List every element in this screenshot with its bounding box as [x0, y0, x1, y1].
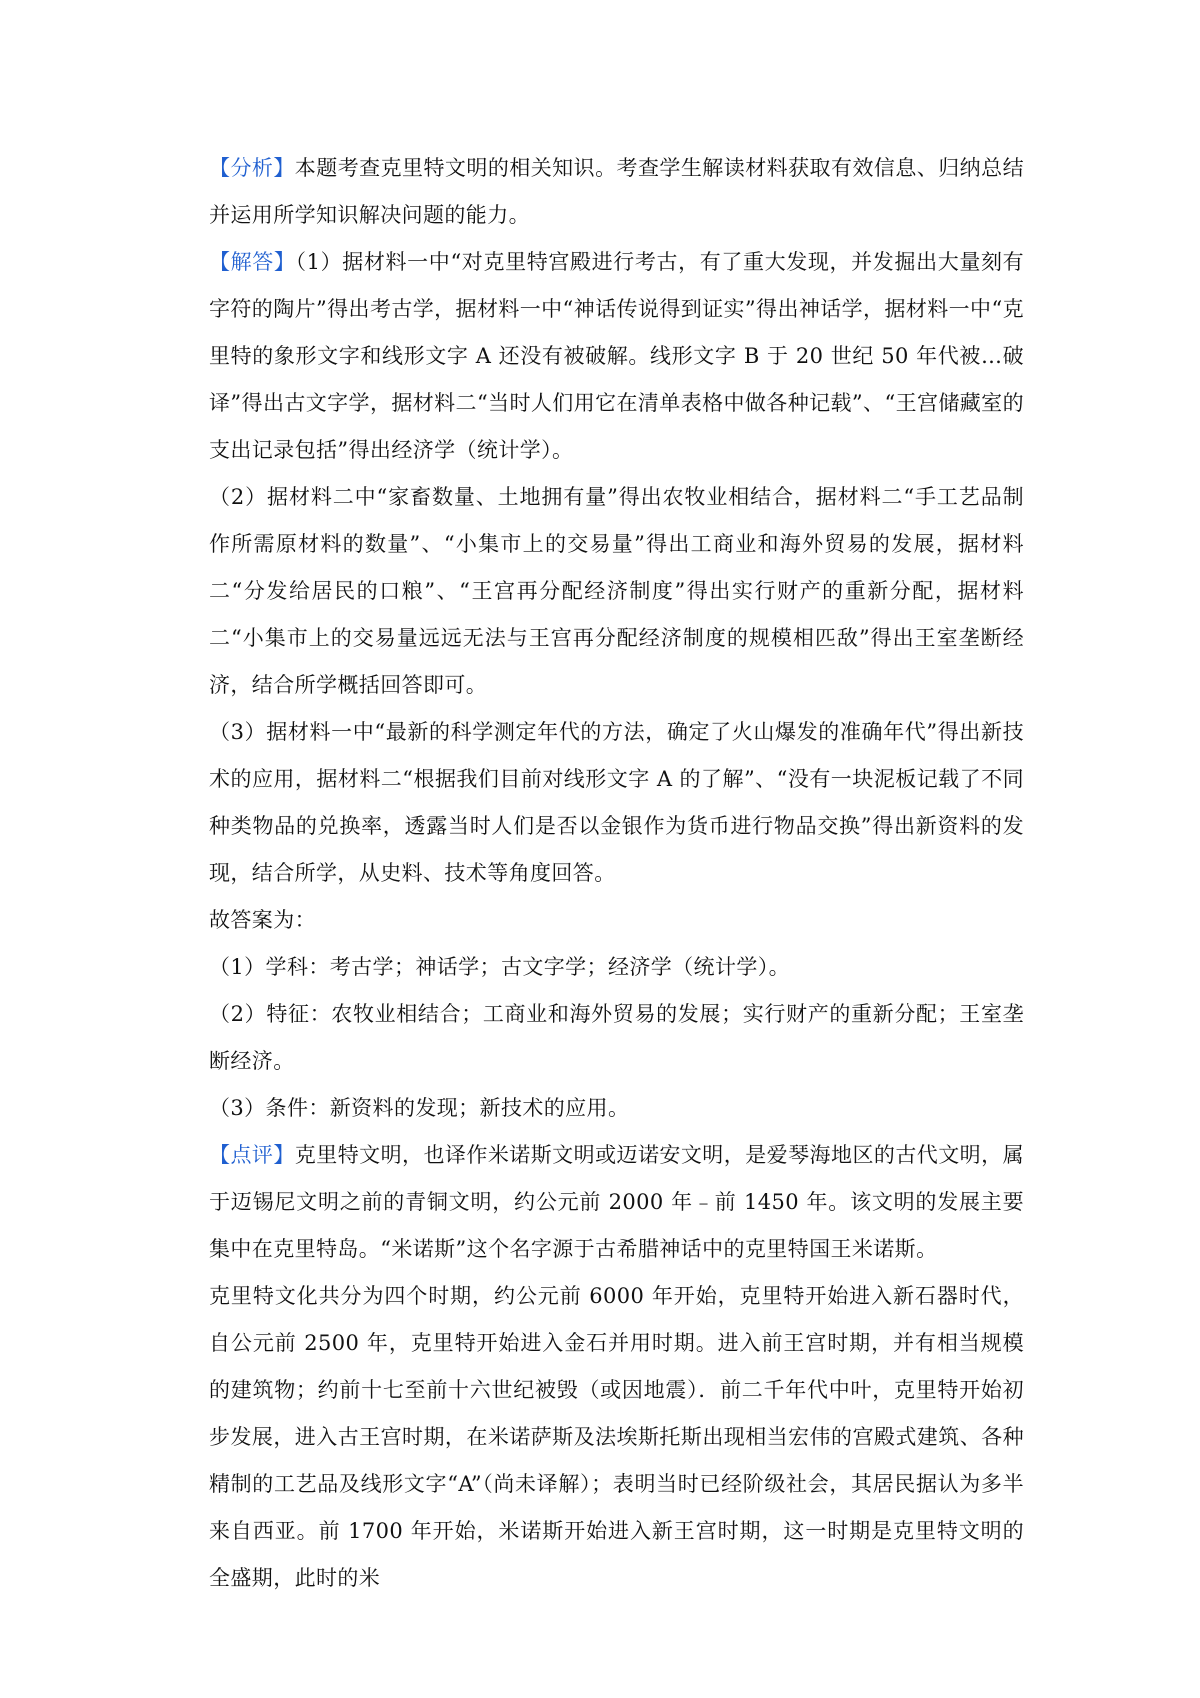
solution-paragraph-2	[209, 474, 1024, 709]
comment-paragraph	[209, 1132, 1024, 1273]
answer-3	[209, 1085, 1024, 1132]
answer-2	[209, 991, 1024, 1085]
answer-explanation	[209, 145, 1024, 1602]
history-paragraph	[209, 1273, 1024, 1602]
answer-2-text: （2）特征：农牧业相结合；工商业和海外贸易的发展；实行财产的重新分配；王室垄断经济。	[209, 1002, 1024, 1073]
history-text: 克里特文化共分为四个时期，约公元前 6000 年开始，克里特开始进入新石器时代，自公元前 2500 年，克里特开始进入金石并用时期。进入前王宫时期，并有相当规模的建筑物；约前十七至前十六世纪被毁（或因地震）．前二千年代中叶，克里特开始初步发展，进入古王宫时期，在米诺萨斯及法埃斯托斯出现相当宏伟的宫殿式建筑、各种精制的工艺品及线形文字“A”（尚未译解）；表明当时已经阶级社会，其居民据认为多半来自西亚。前 1700 年开始，米诺斯开始进入新王宫时期，这一时期是克里特文明的全盛期，此时的米	[209, 1284, 1024, 1590]
solution-paragraph-3	[209, 709, 1024, 897]
solution-text-2: （2）据材料二中“家畜数量、土地拥有量”得出农牧业相结合，据材料二“手工艺品制作所需原材料的数量”、“小集市上的交易量”得出工商业和海外贸易的发展，据材料二“分发给居民的口粮”、“王宫再分配经济制度”得出实行财产的重新分配，据材料二“小集市上的交易量远远无法与王宫再分配经济制度的规模相匹敌”得出王室垄断经济，结合所学概括回答即可。	[209, 485, 1024, 697]
answer-intro	[209, 897, 1024, 944]
analysis-paragraph	[209, 145, 1024, 239]
solution-text-3: （3）据材料一中“最新的科学测定年代的方法，确定了火山爆发的准确年代”得出新技术的应用，据材料二“根据我们目前对线形文字 A 的了解”、“没有一块泥板记载了不同种类物品的兑换率，透露当时人们是否以金银作为货币进行物品交换”得出新资料的发现，结合所学，从史料、技术等角度回答。	[209, 720, 1024, 885]
answer-3-text: （3）条件：新资料的发现；新技术的应用。	[209, 1096, 630, 1120]
answer-1-text: （1）学科：考古学；神话学；古文字学；经济学（统计学）。	[209, 955, 791, 979]
analysis-tag: 【分析】	[209, 156, 295, 180]
solution-text-1: （1）据材料一中“对克里特宫殿进行考古，有了重大发现，并发掘出大量刻有字符的陶片”得出考古学，据材料一中“神话传说得到证实”得出神话学，据材料一中“克里特的象形文字和线形文字 A 还没有被破解。线形文字 B 于 20 世纪 50 年代被…破译”得出古文字学，据材料二“当时人们用它在清单表格中做各种记载”、“王宫储藏室的支出记录包括”得出经济学（统计学）。	[209, 250, 1024, 462]
answer-1	[209, 944, 1024, 991]
comment-tag: 【点评】	[209, 1143, 295, 1167]
solution-paragraph	[209, 239, 1024, 474]
answer-intro-text: 故答案为：	[209, 908, 316, 932]
analysis-text: 本题考查克里特文明的相关知识。考查学生解读材料获取有效信息、归纳总结并运用所学知识解决问题的能力。	[209, 156, 1024, 227]
solution-tag: 【解答】	[209, 250, 296, 274]
comment-text: 克里特文明，也译作米诺斯文明或迈诺安文明，是爱琴海地区的古代文明，属于迈锡尼文明之前的青铜文明，约公元前 2000 年﹣前 1450 年。该文明的发展主要集中在克里特岛。“米诺斯”这个名字源于古希腊神话中的克里特国王米诺斯。	[209, 1143, 1024, 1261]
